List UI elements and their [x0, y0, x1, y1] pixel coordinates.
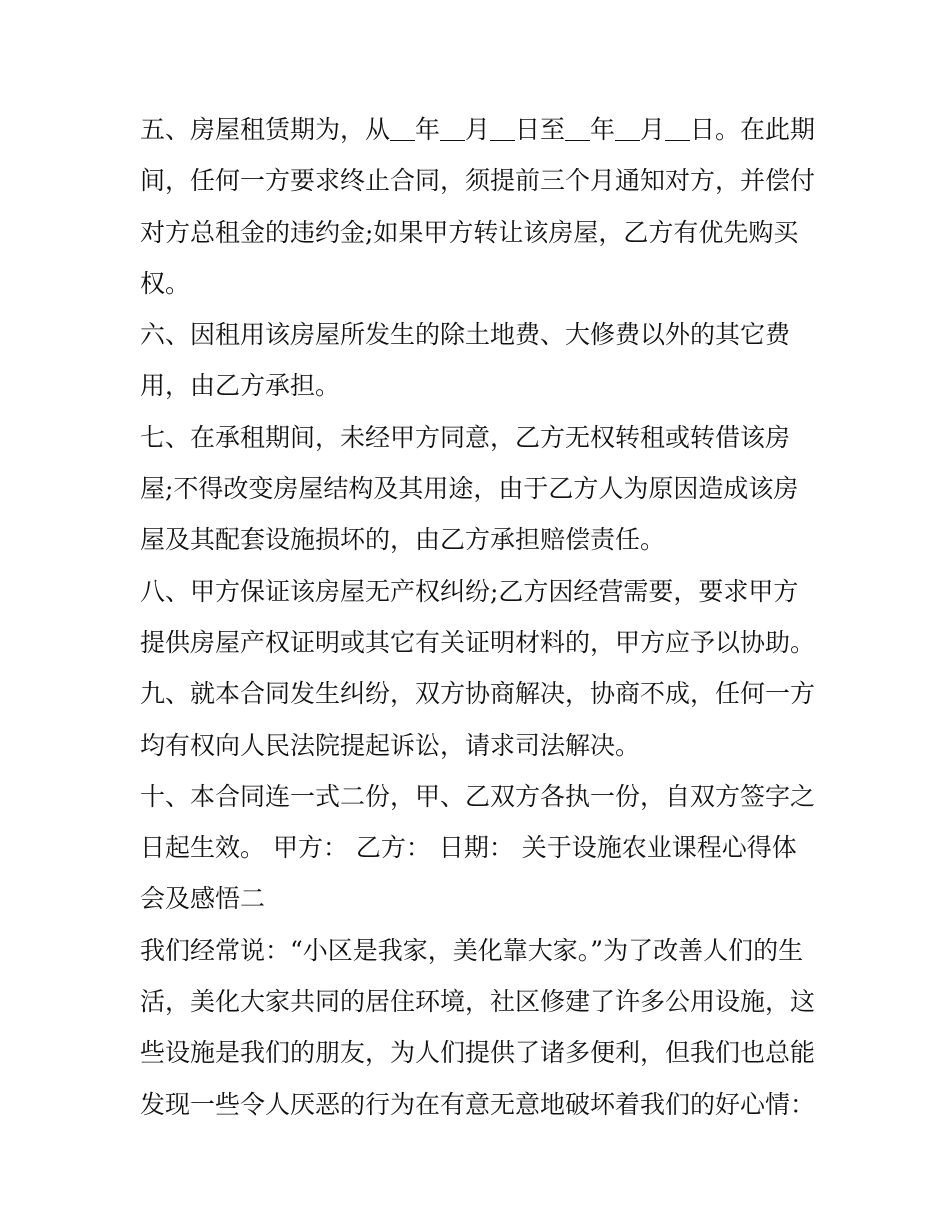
text-line: 日起生效。 甲方： 乙方： 日期： 关于设施农业课程心得体 — [140, 833, 797, 863]
text-line: 发现一些令人厌恶的行为在有意无意地破坏着我们的好心情： — [140, 1089, 816, 1119]
text-line: 权。 — [140, 268, 191, 298]
text-line: 活，美化大家共同的居住环境，社区修建了许多公用设施，这 — [140, 987, 816, 1017]
text-line: 八、甲方保证该房屋无产权纠纷;乙方因经营需要，要求甲方 — [140, 576, 799, 606]
text-line: 对方总租金的违约金;如果甲方转让该房屋，乙方有优先购买 — [140, 217, 799, 247]
text-line: 屋;不得改变房屋结构及其用途，由于乙方人为原因造成该房 — [140, 474, 799, 504]
text-line: 屋及其配套设施损坏的，由乙方承担赔偿责任。 — [140, 525, 666, 555]
text-line: 均有权向人民法院提起诉讼，请求司法解决。 — [140, 730, 641, 760]
text-line: 九、就本合同发生纠纷，双方协商解决，协商不成，任何一方 — [140, 679, 816, 709]
text-line: 会及感悟二 — [140, 884, 266, 914]
text-line: 用，由乙方承担。 — [140, 371, 341, 401]
text-line: 提供房屋产权证明或其它有关证明材料的，甲方应予以协助。 — [140, 627, 816, 657]
text-line: 间，任何一方要求终止合同，须提前三个月通知对方，并偿付 — [140, 166, 816, 196]
text-line: 六、因租用该房屋所发生的除土地费、大修费以外的其它费 — [140, 320, 791, 350]
text-line: 七、在承租期间，未经甲方同意，乙方无权转租或转借该房 — [140, 422, 791, 452]
text-line: 十、本合同连一式二份，甲、乙双方各执一份，自双方签字之 — [140, 781, 816, 811]
text-line: 我们经常说：“小区是我家，美化靠大家。”为了改善人们的生 — [140, 935, 804, 965]
document-body — [140, 108, 820, 1134]
text-line: 些设施是我们的朋友，为人们提供了诸多便利，但我们也总能 — [140, 1038, 816, 1068]
text-line: 五、房屋租赁期为，从＿年＿月＿日至＿年＿月＿日。在此期 — [140, 115, 816, 144]
